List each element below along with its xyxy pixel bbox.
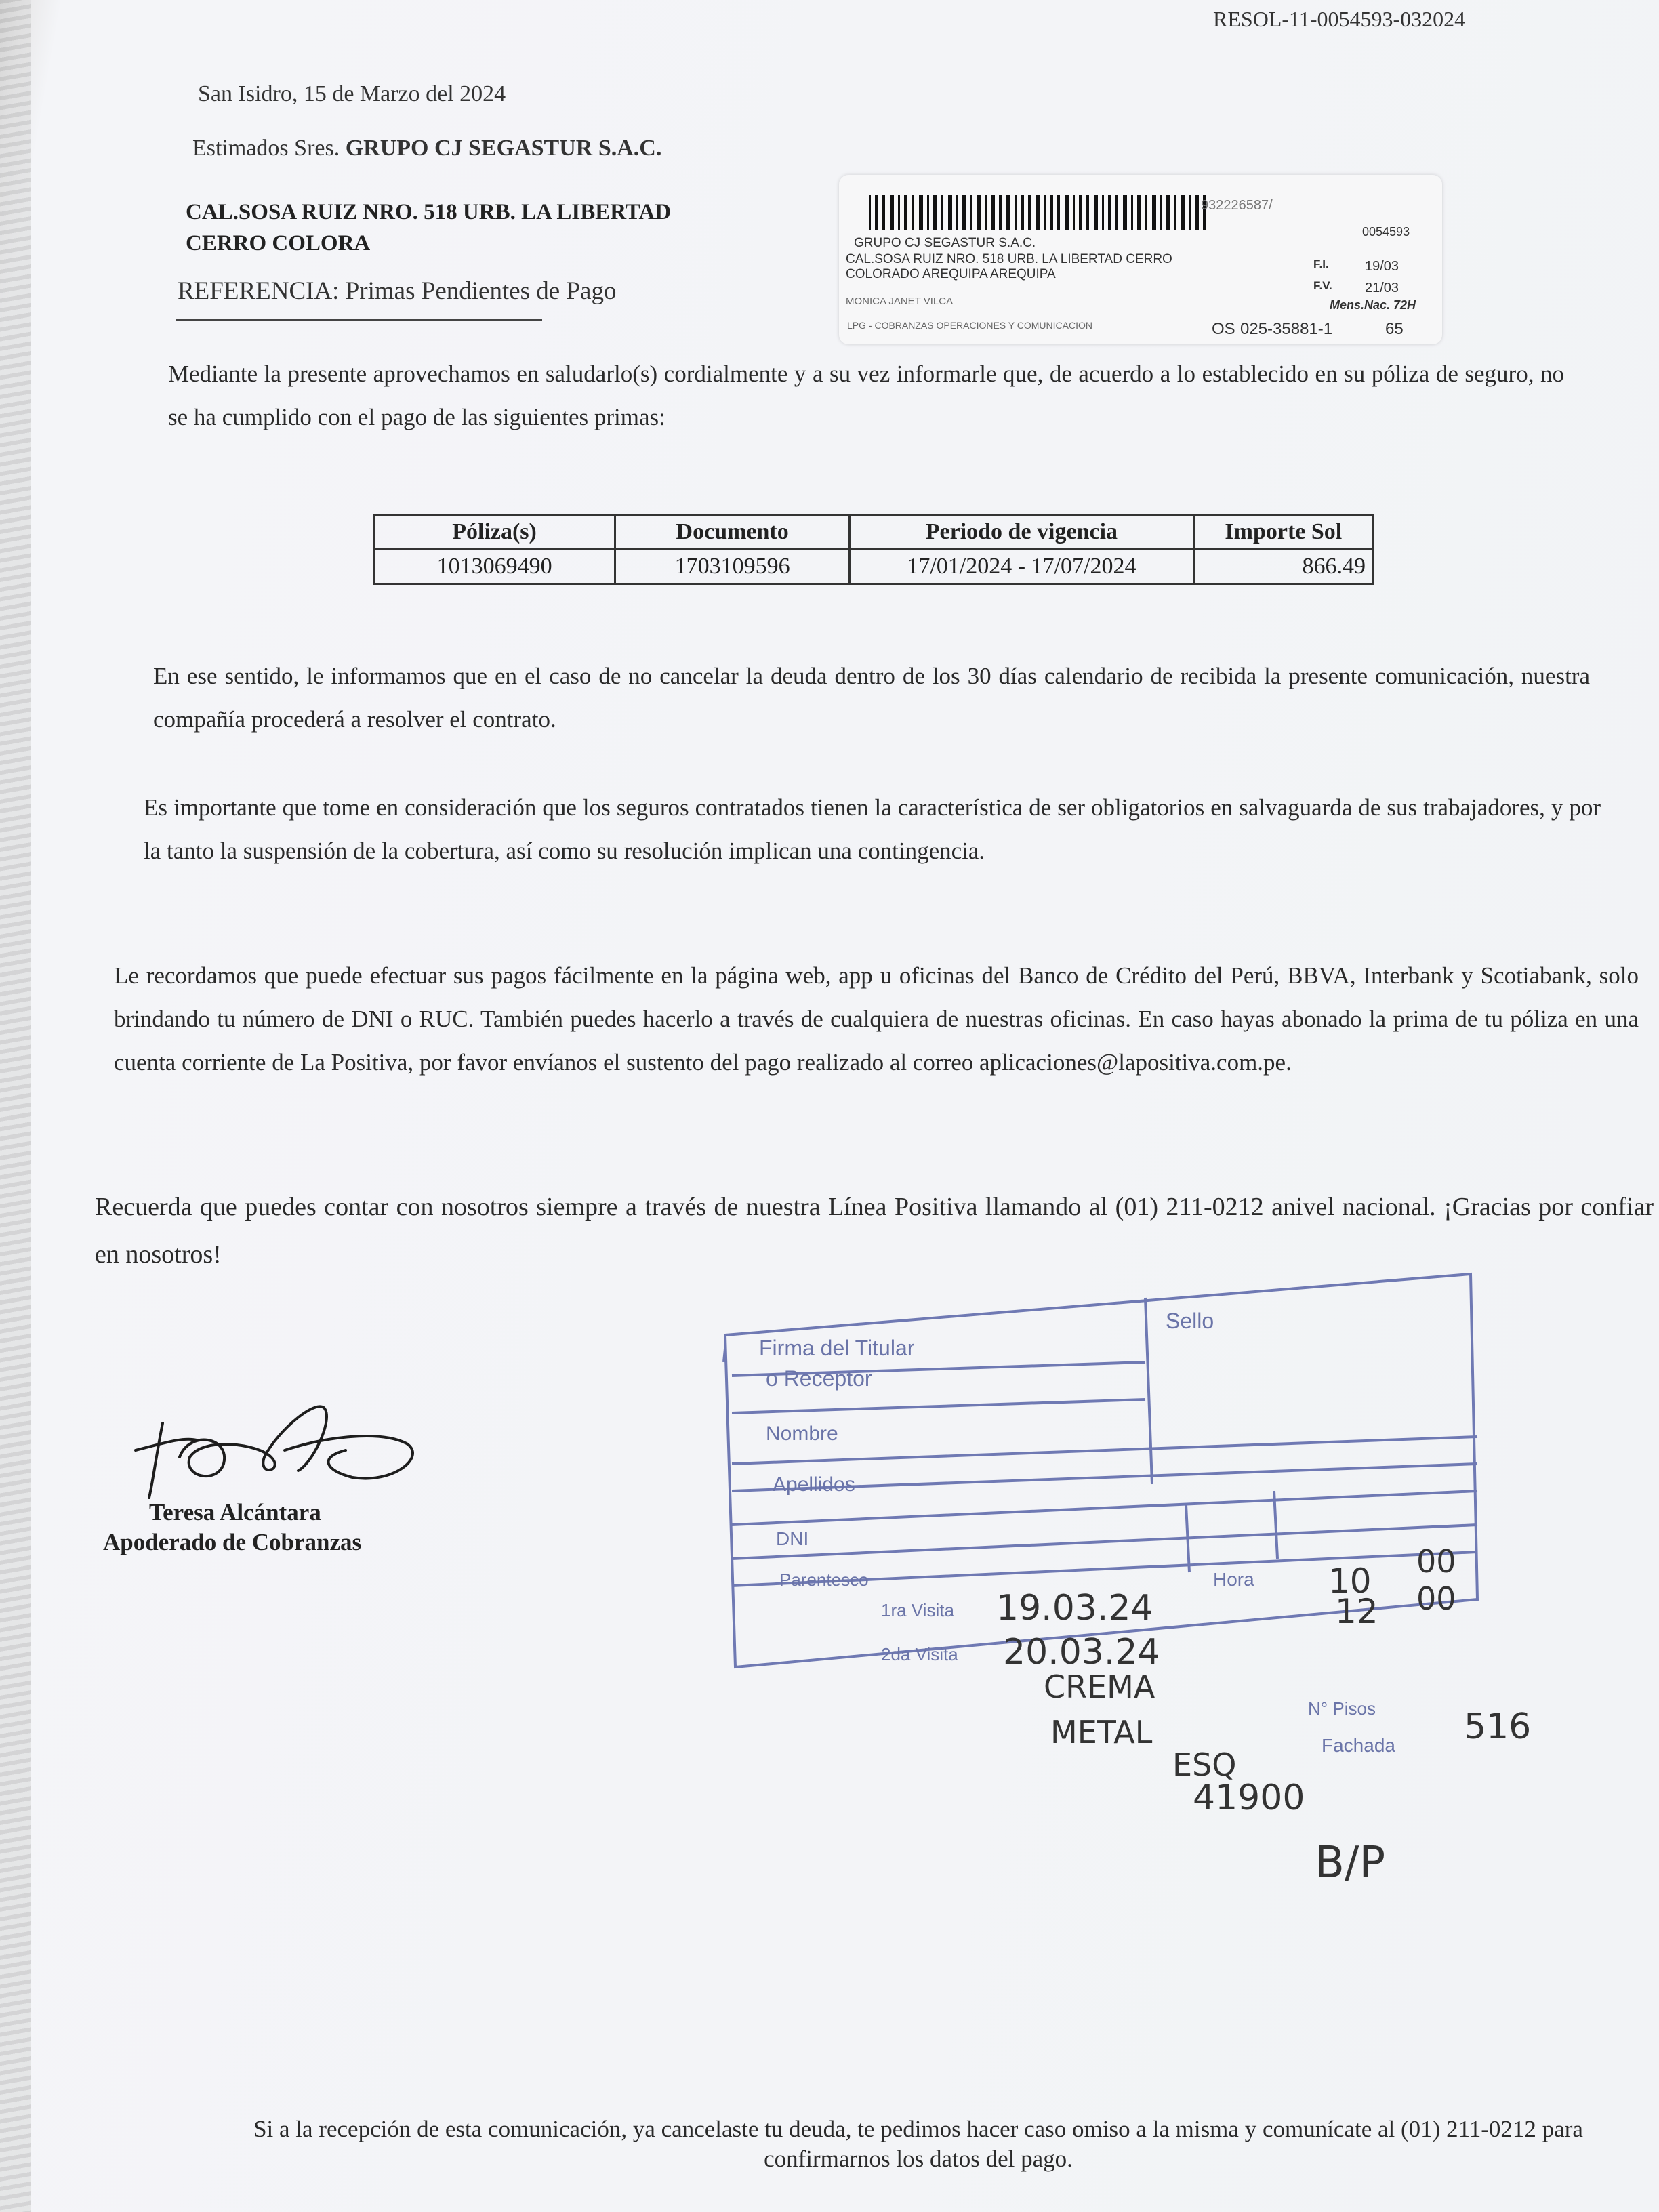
cell-importe: 866.49 — [1193, 550, 1373, 584]
table-row — [374, 550, 1374, 584]
hand-hour-2: 12 — [1335, 1592, 1378, 1631]
stamp-fachada: Fachada — [1322, 1735, 1395, 1756]
hand-516: 516 — [1464, 1706, 1532, 1747]
label-os-count: 65 — [1385, 320, 1404, 338]
shipping-label — [839, 175, 1442, 344]
label-dept: LPG - COBRANZAS OPERACIONES Y COMUNICACION — [847, 320, 1092, 331]
recipient-name: GRUPO CJ SEGASTUR S.A.C. — [345, 136, 662, 161]
address-line-2: CERRO COLORA — [186, 231, 371, 255]
hand-min-2: 00 — [1416, 1580, 1456, 1617]
barcode-icon — [869, 195, 1208, 230]
paper-edge — [0, 0, 31, 2212]
cell-periodo: 17/01/2024 - 17/07/2024 — [850, 550, 1193, 584]
signer-role: Apoderado de Cobranzas — [103, 1529, 362, 1555]
resolution-code: RESOL-11-0054593-032024 — [1213, 7, 1466, 31]
paragraph-intro: Mediante la presente aprovechamos en saludarlo(s) cordialmente y a su vez informarle que, de acuerdo a lo establecido en su póliza de seguro, no se ha cumplido con el pago de las siguientes primas: — [168, 361, 1564, 430]
stamp-visita1: 1ra Visita — [881, 1600, 954, 1620]
table-header-row — [374, 515, 1374, 550]
label-os: OS — [1212, 320, 1235, 338]
col-documento: Documento — [615, 515, 850, 550]
reception-stamp — [712, 1261, 1593, 1945]
label-address-2: COLORADO AREQUIPA AREQUIPA — [846, 267, 1056, 281]
hand-date-2: 20.03.24 — [1003, 1632, 1160, 1673]
label-contact: MONICA JANET VILCA — [846, 295, 954, 307]
hand-code: 41900 — [1193, 1778, 1305, 1818]
label-company: GRUPO CJ SEGASTUR S.A.C. — [854, 236, 1036, 250]
cell-poliza: 1013069490 — [374, 550, 615, 584]
address-line-1: CAL.SOSA RUIZ NRO. 518 URB. LA LIBERTAD — [186, 200, 672, 224]
greeting-prefix: Estimados Sres. — [192, 136, 346, 161]
greeting — [192, 136, 661, 161]
reference-label: REFERENCIA: — [178, 277, 340, 305]
reference-underline — [176, 319, 542, 321]
stamp-apellidos: Apellidos — [773, 1473, 855, 1496]
footer-note: Si a la recepción de esta comunicación, ya cancelaste tu deuda, te pedimos hacer caso omiso a la misma y comunícate al (01) 211-0212 para confirmarnos los datos del pago. — [253, 2116, 1583, 2172]
label-mens: Mens.Nac. 72H — [1330, 298, 1416, 312]
hand-bp: B/P — [1315, 1838, 1386, 1888]
reference — [178, 276, 616, 306]
stamp-sello: Sello — [1166, 1309, 1214, 1333]
label-fi-value: 19/03 — [1365, 259, 1399, 274]
reference-text: Primas Pendientes de Pago — [339, 277, 617, 305]
paragraph-importance: Es importante que tome en consideración que los seguros contratados tienen la característica de ser obligatorios en salvaguarda de sus trabajadores, y por la tanto la suspensión de la cobertura, así como su resolución implican una contingencia. — [144, 794, 1601, 864]
stamp-pisos: N° Pisos — [1308, 1698, 1376, 1719]
stamp-hora: Hora — [1213, 1569, 1254, 1590]
col-poliza: Póliza(s) — [374, 515, 615, 550]
stamp-firma: Firma del Titular — [759, 1336, 915, 1360]
barcode-number: 932226587/ — [1201, 198, 1273, 213]
label-fv: F.V. — [1313, 279, 1332, 292]
recipient-address — [186, 197, 671, 259]
paragraph-cancel: En ese sentido, le informamos que en el caso de no cancelar la deuda dentro de los 30 días calendario de recibida la presente comunicación, nuestra compañía procederá a resolver el contrato. — [153, 663, 1590, 733]
label-os-value: 025-35881-1 — [1240, 320, 1333, 338]
stamp-nombre: Nombre — [766, 1422, 838, 1445]
col-periodo: Periodo de vigencia — [850, 515, 1193, 550]
hand-hour-1: 10 — [1328, 1561, 1372, 1601]
hand-material: METAL — [1050, 1714, 1153, 1750]
date-line: San Isidro, 15 de Marzo del 2024 — [198, 81, 506, 106]
signer-name: Teresa Alcántara — [149, 1499, 321, 1525]
hand-date-1: 19.03.24 — [996, 1588, 1153, 1629]
hand-min-1: 00 — [1416, 1543, 1456, 1580]
stamp-parentesco: Parentesco — [779, 1570, 869, 1590]
col-importe: Importe Sol — [1193, 515, 1373, 550]
paragraph-contact: Recuerda que puedes contar con nosotros siempre a través de nuestra Línea Positiva llamando al (01) 211-0212 anivel nacional. ¡Gracias por confiar en nosotros! — [95, 1193, 1654, 1269]
label-doc-number: 0054593 — [1362, 225, 1410, 239]
hand-esq: ESQ — [1172, 1746, 1237, 1783]
label-fv-value: 21/03 — [1365, 281, 1399, 295]
paragraph-payments: Le recordamos que puede efectuar sus pagos fácilmente en la página web, app u oficinas del Banco de Crédito del Perú, BBVA, Interbank y Scotiabank, solo brindando tu número de DNI o RUC. También puedes hacerlo a través de cualquiera de nuestras oficinas. En caso hayas abonado la prima de tu póliza en una cuenta corriente de La Positiva, por favor envíanos el sustento del pago realizado al correo aplicaciones@lapositiva.com.pe. — [114, 962, 1639, 1076]
hand-color: CREMA — [1044, 1668, 1155, 1705]
stamp-receptor: o Receptor — [766, 1366, 872, 1391]
label-address-1: CAL.SOSA RUIZ NRO. 518 URB. LA LIBERTAD CERRO — [846, 252, 1172, 266]
label-fi: F.I. — [1313, 258, 1329, 270]
premiums-table — [373, 514, 1374, 585]
cell-documento: 1703109596 — [615, 550, 850, 584]
stamp-visita2: 2da Visita — [881, 1644, 958, 1664]
signature-icon — [122, 1382, 434, 1504]
stamp-dni: DNI — [776, 1528, 809, 1549]
